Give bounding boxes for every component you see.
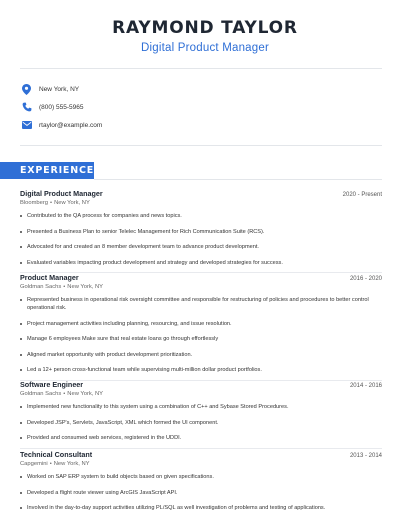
job-bullet: Advocated for and created an 8 member development team to advance product development. <box>20 243 382 251</box>
job-title: Digital Product Manager <box>20 189 103 198</box>
job-bullet: Developed JSP's, Servlets, JavaScript, XML which formed the UI component. <box>20 419 382 427</box>
job-bullets <box>20 403 382 442</box>
job-dates: 2016 - 2020 <box>349 276 382 282</box>
candidate-name: RAYMOND TAYLOR <box>112 18 298 38</box>
header-divider <box>20 68 382 69</box>
experience-heading: EXPERIENCE <box>0 162 94 179</box>
job-bullet: Aligned market opportunity with product development prioritization. <box>20 351 382 359</box>
job-bullet: Contributed to the QA process for companies and news topics. <box>20 212 382 220</box>
contact-divider <box>20 145 382 146</box>
contact-phone-row <box>20 98 382 116</box>
job-location: New York, NY <box>53 461 90 467</box>
job-title: Technical Consultant <box>20 450 93 459</box>
job-company: Capgemini <box>20 461 48 467</box>
job-bullet: Implemented new functionality to this system using a combination of C++ and Sybase Stored Procedures. <box>20 403 382 411</box>
contact-location-row <box>20 80 382 98</box>
job-bullet: Represented business in operational risk oversight committee and responsible for restructuring of policies and procedures to better control operational risk. <box>20 296 382 312</box>
job-company: Bloomberg <box>20 200 49 206</box>
email-icon <box>20 119 33 132</box>
contact-info <box>20 80 382 134</box>
job-company-line: Capgemini • New York, NY <box>20 461 90 467</box>
contact-email: rtaylor@example.com <box>39 121 103 129</box>
resume-header <box>0 18 410 54</box>
job-bullet: Presented a Business Plan to senior Telelec Management for Rich Communication Suite (RCS). <box>20 228 382 236</box>
job-company-line: Goldman Sachs • New York, NY <box>20 391 104 397</box>
job-location: New York, NY <box>67 284 104 290</box>
job-location: New York, NY <box>67 391 104 397</box>
contact-phone: (800) 555-5965 <box>39 103 84 111</box>
location-pin-icon <box>20 83 33 96</box>
job-bullets <box>20 473 382 512</box>
job-bullet: Led a 12+ person cross-functional team while supervising multi-million dollar product portfolios. <box>20 366 382 374</box>
job-bullet: Developed a flight route viewer using ArcGIS JavaScript API. <box>20 489 382 497</box>
contact-location: New York, NY <box>39 85 80 93</box>
contact-email-row <box>20 116 382 134</box>
job-bullet: Provided and consumed web services, registered in the UDDI. <box>20 434 382 442</box>
job-divider <box>20 448 382 449</box>
job-dates: 2020 - Present <box>342 192 382 198</box>
job-title: Product Manager <box>20 273 79 282</box>
job-location: New York, NY <box>54 200 90 206</box>
job-company-line: Bloomberg • New York, NY <box>20 200 90 206</box>
job-bullet: Involved in the day-to-day support activities utilizing PL/SQL as well investigation of problems and testing of applications. <box>20 504 382 512</box>
job-company: Goldman Sachs <box>20 284 62 290</box>
job-bullets <box>20 212 382 267</box>
job-dates: 2013 - 2014 <box>349 453 382 459</box>
experience-item <box>20 450 382 520</box>
job-bullet: Evaluated variables impacting product development and strategy and developed strategies for success. <box>20 259 382 267</box>
experience-item <box>20 380 382 449</box>
job-bullet: Manage 6 employees Make sure that real estate loans go through effortlessly <box>20 335 382 343</box>
job-bullet: Worked on SAP ERP system to build objects based on given specifications. <box>20 473 382 481</box>
experience-item <box>20 189 382 273</box>
phone-icon <box>20 101 33 114</box>
job-title: Software Engineer <box>20 380 84 389</box>
job-company: Goldman Sachs <box>20 391 62 397</box>
job-dates: 2014 - 2016 <box>349 383 382 389</box>
job-company-line: Goldman Sachs • New York, NY <box>20 284 104 290</box>
job-bullet: Project management activities including planning, resourcing, and issue resolution. <box>20 320 382 328</box>
job-bullets <box>20 296 382 374</box>
experience-item <box>20 273 382 381</box>
experience-heading-rule <box>94 179 382 180</box>
candidate-title: Digital Product Manager <box>141 42 269 54</box>
